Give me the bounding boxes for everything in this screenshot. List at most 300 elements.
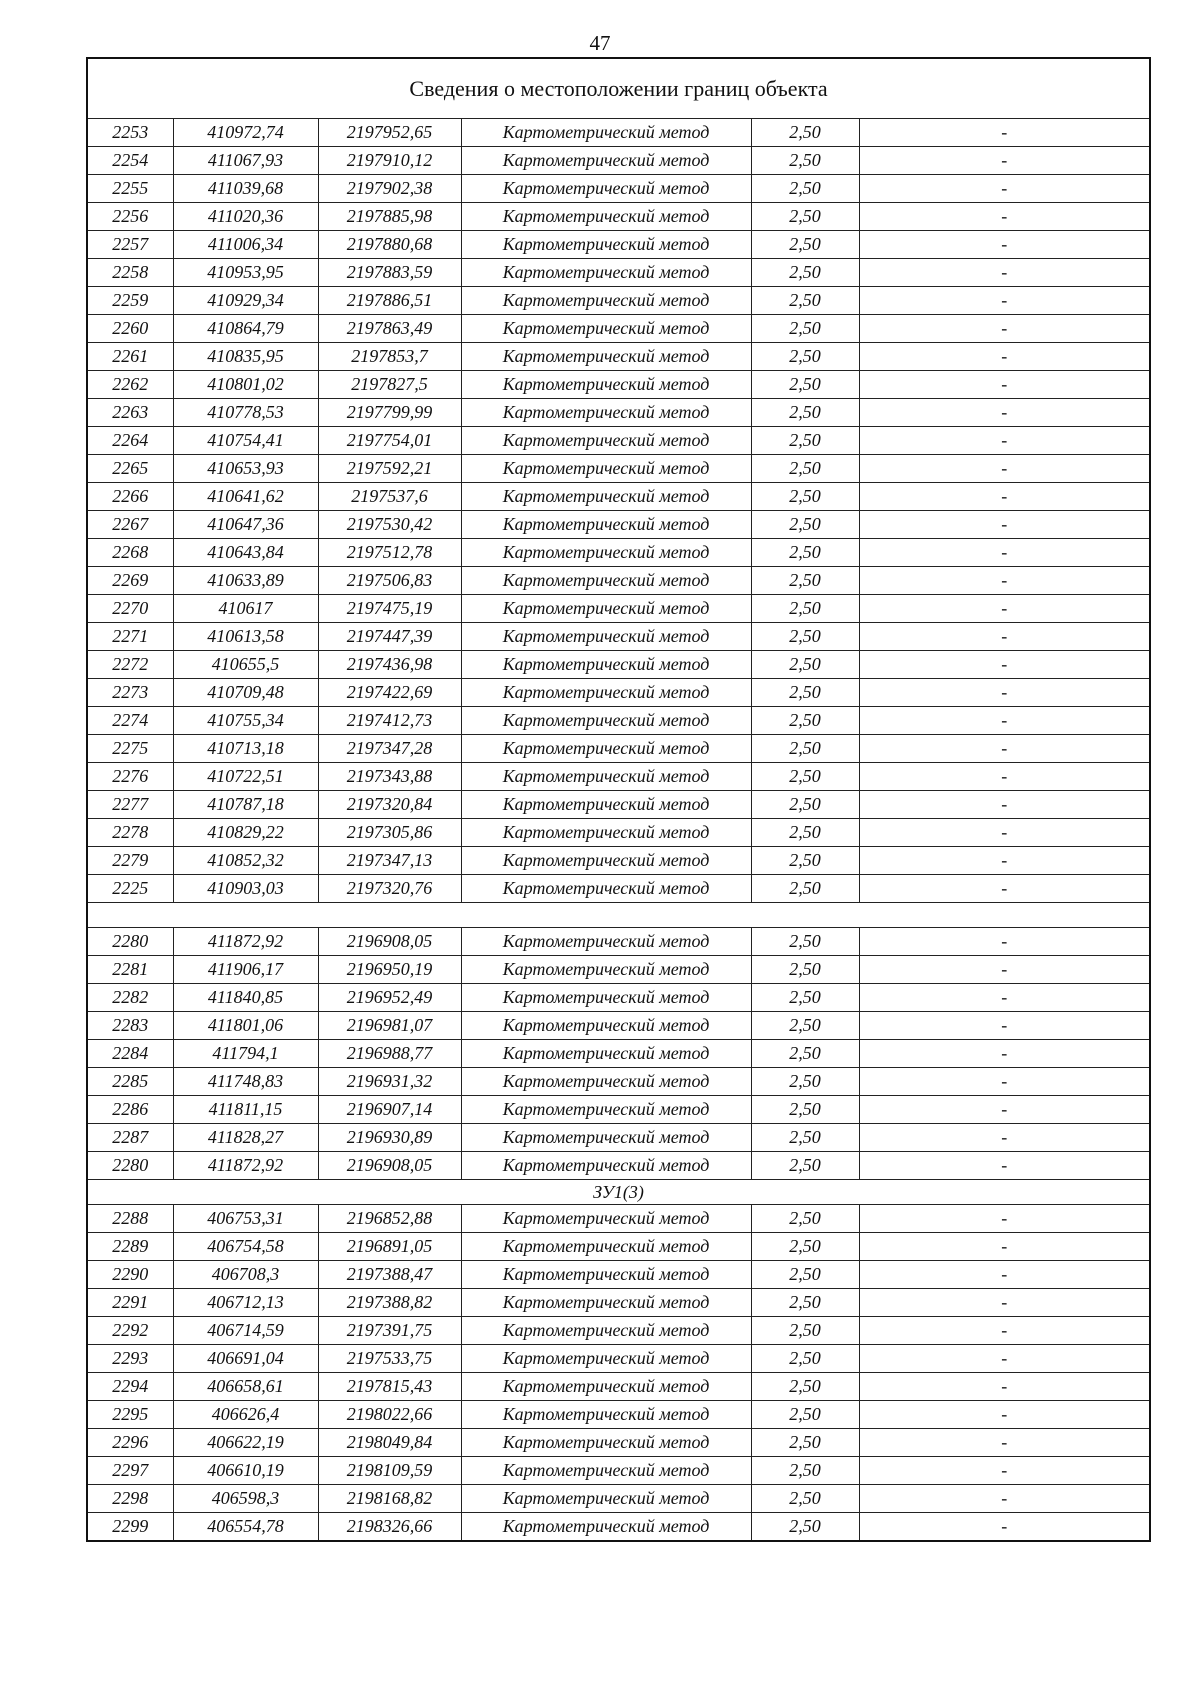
table-row [87,147,1150,175]
accuracy-cell: 2,50 [751,735,859,763]
point-number-cell: 2264 [87,427,173,455]
method-cell: Картометрический метод [461,1289,751,1317]
accuracy-cell: 2,50 [751,371,859,399]
description-cell: - [859,984,1150,1012]
method-cell: Картометрический метод [461,483,751,511]
table-row [87,1513,1150,1542]
accuracy-cell: 2,50 [751,956,859,984]
accuracy-cell: 2,50 [751,147,859,175]
y-coordinate-cell: 2197347,13 [318,847,461,875]
description-cell: - [859,1068,1150,1096]
table-row [87,1124,1150,1152]
description-cell: - [859,1513,1150,1542]
description-cell: - [859,119,1150,147]
x-coordinate-cell: 411020,36 [173,203,318,231]
accuracy-cell: 2,50 [751,819,859,847]
method-cell: Картометрический метод [461,567,751,595]
method-cell: Картометрический метод [461,343,751,371]
accuracy-cell: 2,50 [751,679,859,707]
y-coordinate-cell: 2198109,59 [318,1457,461,1485]
table-row [87,203,1150,231]
table-row [87,1096,1150,1124]
point-number-cell: 2266 [87,483,173,511]
table-row [87,1485,1150,1513]
point-number-cell: 2298 [87,1485,173,1513]
description-cell: - [859,595,1150,623]
description-cell: - [859,1124,1150,1152]
accuracy-cell: 2,50 [751,707,859,735]
accuracy-cell: 2,50 [751,1096,859,1124]
table-row [87,1317,1150,1345]
x-coordinate-cell: 410801,02 [173,371,318,399]
method-cell: Картометрический метод [461,259,751,287]
y-coordinate-cell: 2198168,82 [318,1485,461,1513]
accuracy-cell: 2,50 [751,567,859,595]
table-row [87,763,1150,791]
table-row [87,651,1150,679]
accuracy-cell: 2,50 [751,651,859,679]
point-number-cell: 2271 [87,623,173,651]
y-coordinate-cell: 2197388,47 [318,1261,461,1289]
description-cell: - [859,175,1150,203]
table-row [87,819,1150,847]
description-cell: - [859,371,1150,399]
method-cell: Картометрический метод [461,371,751,399]
y-coordinate-cell: 2197885,98 [318,203,461,231]
table-row [87,231,1150,259]
table-body [87,58,1150,1541]
description-cell: - [859,928,1150,956]
x-coordinate-cell: 410787,18 [173,791,318,819]
x-coordinate-cell: 411811,15 [173,1096,318,1124]
table-row [87,735,1150,763]
table-row [87,1345,1150,1373]
x-coordinate-cell: 411794,1 [173,1040,318,1068]
x-coordinate-cell: 406610,19 [173,1457,318,1485]
method-cell: Картометрический метод [461,539,751,567]
description-cell: - [859,315,1150,343]
table-row [87,707,1150,735]
method-cell: Картометрический метод [461,399,751,427]
method-cell: Картометрический метод [461,984,751,1012]
accuracy-cell: 2,50 [751,1401,859,1429]
method-cell: Картометрический метод [461,595,751,623]
point-number-cell: 2255 [87,175,173,203]
description-cell: - [859,539,1150,567]
method-cell: Картометрический метод [461,203,751,231]
x-coordinate-cell: 410633,89 [173,567,318,595]
accuracy-cell: 2,50 [751,875,859,903]
x-coordinate-cell: 410722,51 [173,763,318,791]
table-row [87,455,1150,483]
point-number-cell: 2295 [87,1401,173,1429]
accuracy-cell: 2,50 [751,1289,859,1317]
method-cell: Картометрический метод [461,455,751,483]
section-label-row [87,1180,1150,1205]
method-cell: Картометрический метод [461,1513,751,1542]
point-number-cell: 2268 [87,539,173,567]
y-coordinate-cell: 2197320,84 [318,791,461,819]
table-row [87,175,1150,203]
x-coordinate-cell: 410643,84 [173,539,318,567]
point-number-cell: 2281 [87,956,173,984]
method-cell: Картометрический метод [461,1205,751,1233]
description-cell: - [859,1485,1150,1513]
description-cell: - [859,427,1150,455]
y-coordinate-cell: 2197506,83 [318,567,461,595]
table-row [87,483,1150,511]
accuracy-cell: 2,50 [751,1205,859,1233]
table-row [87,1457,1150,1485]
description-cell: - [859,623,1150,651]
y-coordinate-cell: 2196981,07 [318,1012,461,1040]
section-separator [87,903,1150,928]
y-coordinate-cell: 2197537,6 [318,483,461,511]
point-number-cell: 2288 [87,1205,173,1233]
table-row [87,343,1150,371]
x-coordinate-cell: 410829,22 [173,819,318,847]
x-coordinate-cell: 406554,78 [173,1513,318,1542]
y-coordinate-cell: 2197412,73 [318,707,461,735]
description-cell: - [859,1289,1150,1317]
y-coordinate-cell: 2197475,19 [318,595,461,623]
table-row [87,315,1150,343]
method-cell: Картометрический метод [461,875,751,903]
table-row [87,427,1150,455]
description-cell: - [859,511,1150,539]
x-coordinate-cell: 411872,92 [173,1152,318,1180]
table-row [87,1429,1150,1457]
point-number-cell: 2291 [87,1289,173,1317]
table-row [87,847,1150,875]
point-number-cell: 2285 [87,1068,173,1096]
method-cell: Картометрический метод [461,1261,751,1289]
description-cell: - [859,1457,1150,1485]
y-coordinate-cell: 2197422,69 [318,679,461,707]
section-separator-row [87,903,1150,928]
x-coordinate-cell: 410835,95 [173,343,318,371]
point-number-cell: 2289 [87,1233,173,1261]
y-coordinate-cell: 2197436,98 [318,651,461,679]
x-coordinate-cell: 406598,3 [173,1485,318,1513]
x-coordinate-cell: 411801,06 [173,1012,318,1040]
accuracy-cell: 2,50 [751,984,859,1012]
description-cell: - [859,1012,1150,1040]
table-row [87,928,1150,956]
method-cell: Картометрический метод [461,819,751,847]
point-number-cell: 2270 [87,595,173,623]
point-number-cell: 2279 [87,847,173,875]
method-cell: Картометрический метод [461,119,751,147]
y-coordinate-cell: 2197799,99 [318,399,461,427]
accuracy-cell: 2,50 [751,399,859,427]
method-cell: Картометрический метод [461,1373,751,1401]
method-cell: Картометрический метод [461,1152,751,1180]
accuracy-cell: 2,50 [751,595,859,623]
accuracy-cell: 2,50 [751,1429,859,1457]
x-coordinate-cell: 410778,53 [173,399,318,427]
description-cell: - [859,1096,1150,1124]
method-cell: Картометрический метод [461,1068,751,1096]
y-coordinate-cell: 2197902,38 [318,175,461,203]
table-title-row [87,58,1150,119]
point-number-cell: 2294 [87,1373,173,1401]
accuracy-cell: 2,50 [751,1485,859,1513]
method-cell: Картометрический метод [461,1233,751,1261]
description-cell: - [859,1373,1150,1401]
description-cell: - [859,231,1150,259]
method-cell: Картометрический метод [461,511,751,539]
point-number-cell: 2293 [87,1345,173,1373]
y-coordinate-cell: 2197391,75 [318,1317,461,1345]
accuracy-cell: 2,50 [751,1124,859,1152]
x-coordinate-cell: 410617 [173,595,318,623]
table-row [87,791,1150,819]
point-number-cell: 2275 [87,735,173,763]
method-cell: Картометрический метод [461,735,751,763]
method-cell: Картометрический метод [461,651,751,679]
x-coordinate-cell: 410864,79 [173,315,318,343]
description-cell: - [859,1205,1150,1233]
point-number-cell: 2260 [87,315,173,343]
description-cell: - [859,1233,1150,1261]
y-coordinate-cell: 2196891,05 [318,1233,461,1261]
x-coordinate-cell: 406708,3 [173,1261,318,1289]
accuracy-cell: 2,50 [751,791,859,819]
point-number-cell: 2277 [87,791,173,819]
table-row [87,539,1150,567]
table-row [87,567,1150,595]
accuracy-cell: 2,50 [751,231,859,259]
table-row [87,1012,1150,1040]
y-coordinate-cell: 2198326,66 [318,1513,461,1542]
method-cell: Картометрический метод [461,1401,751,1429]
point-number-cell: 2276 [87,763,173,791]
accuracy-cell: 2,50 [751,119,859,147]
method-cell: Картометрический метод [461,1429,751,1457]
point-number-cell: 2287 [87,1124,173,1152]
accuracy-cell: 2,50 [751,259,859,287]
accuracy-cell: 2,50 [751,455,859,483]
point-number-cell: 2259 [87,287,173,315]
accuracy-cell: 2,50 [751,175,859,203]
x-coordinate-cell: 410953,95 [173,259,318,287]
method-cell: Картометрический метод [461,427,751,455]
point-number-cell: 2297 [87,1457,173,1485]
table-row [87,1373,1150,1401]
table-row [87,511,1150,539]
y-coordinate-cell: 2197952,65 [318,119,461,147]
x-coordinate-cell: 411872,92 [173,928,318,956]
method-cell: Картометрический метод [461,175,751,203]
accuracy-cell: 2,50 [751,1261,859,1289]
method-cell: Картометрический метод [461,847,751,875]
point-number-cell: 2257 [87,231,173,259]
accuracy-cell: 2,50 [751,287,859,315]
x-coordinate-cell: 410709,48 [173,679,318,707]
y-coordinate-cell: 2197533,75 [318,1345,461,1373]
y-coordinate-cell: 2197347,28 [318,735,461,763]
method-cell: Картометрический метод [461,1124,751,1152]
y-coordinate-cell: 2196950,19 [318,956,461,984]
point-number-cell: 2256 [87,203,173,231]
x-coordinate-cell: 411906,17 [173,956,318,984]
y-coordinate-cell: 2197815,43 [318,1373,461,1401]
point-number-cell: 2225 [87,875,173,903]
x-coordinate-cell: 406712,13 [173,1289,318,1317]
x-coordinate-cell: 406753,31 [173,1205,318,1233]
x-coordinate-cell: 406622,19 [173,1429,318,1457]
table-title: Сведения о местоположении границ объекта [87,58,1150,119]
point-number-cell: 2273 [87,679,173,707]
accuracy-cell: 2,50 [751,427,859,455]
accuracy-cell: 2,50 [751,1373,859,1401]
x-coordinate-cell: 410754,41 [173,427,318,455]
accuracy-cell: 2,50 [751,1068,859,1096]
method-cell: Картометрический метод [461,231,751,259]
table-row [87,119,1150,147]
y-coordinate-cell: 2197343,88 [318,763,461,791]
x-coordinate-cell: 411067,93 [173,147,318,175]
y-coordinate-cell: 2197320,76 [318,875,461,903]
accuracy-cell: 2,50 [751,343,859,371]
description-cell: - [859,1040,1150,1068]
method-cell: Картометрический метод [461,147,751,175]
description-cell: - [859,203,1150,231]
table-row [87,1152,1150,1180]
x-coordinate-cell: 410903,03 [173,875,318,903]
description-cell: - [859,455,1150,483]
accuracy-cell: 2,50 [751,1040,859,1068]
point-number-cell: 2261 [87,343,173,371]
description-cell: - [859,847,1150,875]
x-coordinate-cell: 411039,68 [173,175,318,203]
point-number-cell: 2299 [87,1513,173,1542]
page-number: 47 [589,31,611,55]
table-row [87,956,1150,984]
x-coordinate-cell: 406754,58 [173,1233,318,1261]
y-coordinate-cell: 2198022,66 [318,1401,461,1429]
accuracy-cell: 2,50 [751,763,859,791]
description-cell: - [859,259,1150,287]
table-row [87,287,1150,315]
x-coordinate-cell: 411828,27 [173,1124,318,1152]
description-cell: - [859,567,1150,595]
y-coordinate-cell: 2196908,05 [318,1152,461,1180]
table-row [87,1233,1150,1261]
description-cell: - [859,483,1150,511]
y-coordinate-cell: 2197827,5 [318,371,461,399]
y-coordinate-cell: 2196930,89 [318,1124,461,1152]
point-number-cell: 2262 [87,371,173,399]
description-cell: - [859,1317,1150,1345]
table-row [87,399,1150,427]
y-coordinate-cell: 2196952,49 [318,984,461,1012]
accuracy-cell: 2,50 [751,1457,859,1485]
description-cell: - [859,1152,1150,1180]
point-number-cell: 2284 [87,1040,173,1068]
table-row [87,1205,1150,1233]
y-coordinate-cell: 2197754,01 [318,427,461,455]
method-cell: Картометрический метод [461,763,751,791]
table-row [87,984,1150,1012]
y-coordinate-cell: 2197592,21 [318,455,461,483]
description-cell: - [859,735,1150,763]
y-coordinate-cell: 2197530,42 [318,511,461,539]
method-cell: Картометрический метод [461,315,751,343]
accuracy-cell: 2,50 [751,203,859,231]
accuracy-cell: 2,50 [751,847,859,875]
method-cell: Картометрический метод [461,956,751,984]
x-coordinate-cell: 406658,61 [173,1373,318,1401]
x-coordinate-cell: 410641,62 [173,483,318,511]
point-number-cell: 2269 [87,567,173,595]
x-coordinate-cell: 410852,32 [173,847,318,875]
description-cell: - [859,791,1150,819]
description-cell: - [859,1429,1150,1457]
accuracy-cell: 2,50 [751,1012,859,1040]
y-coordinate-cell: 2197853,7 [318,343,461,371]
section-label: ЗУ1(3) [87,1180,1150,1205]
method-cell: Картометрический метод [461,623,751,651]
x-coordinate-cell: 406691,04 [173,1345,318,1373]
y-coordinate-cell: 2197447,39 [318,623,461,651]
point-number-cell: 2263 [87,399,173,427]
method-cell: Картометрический метод [461,928,751,956]
description-cell: - [859,1401,1150,1429]
point-number-cell: 2253 [87,119,173,147]
method-cell: Картометрический метод [461,1457,751,1485]
y-coordinate-cell: 2197388,82 [318,1289,461,1317]
table-row [87,259,1150,287]
accuracy-cell: 2,50 [751,1345,859,1373]
x-coordinate-cell: 411840,85 [173,984,318,1012]
point-number-cell: 2258 [87,259,173,287]
x-coordinate-cell: 410653,93 [173,455,318,483]
table-row [87,1401,1150,1429]
y-coordinate-cell: 2196908,05 [318,928,461,956]
accuracy-cell: 2,50 [751,1152,859,1180]
point-number-cell: 2278 [87,819,173,847]
point-number-cell: 2283 [87,1012,173,1040]
x-coordinate-cell: 410755,34 [173,707,318,735]
accuracy-cell: 2,50 [751,1233,859,1261]
y-coordinate-cell: 2197886,51 [318,287,461,315]
x-coordinate-cell: 411748,83 [173,1068,318,1096]
point-number-cell: 2272 [87,651,173,679]
table-row [87,1289,1150,1317]
point-number-cell: 2267 [87,511,173,539]
x-coordinate-cell: 406626,4 [173,1401,318,1429]
description-cell: - [859,875,1150,903]
y-coordinate-cell: 2196988,77 [318,1040,461,1068]
table-row [87,623,1150,651]
y-coordinate-cell: 2197883,59 [318,259,461,287]
accuracy-cell: 2,50 [751,539,859,567]
description-cell: - [859,343,1150,371]
description-cell: - [859,1345,1150,1373]
table-row [87,1040,1150,1068]
x-coordinate-cell: 410713,18 [173,735,318,763]
method-cell: Картометрический метод [461,679,751,707]
point-number-cell: 2280 [87,928,173,956]
description-cell: - [859,956,1150,984]
y-coordinate-cell: 2197512,78 [318,539,461,567]
accuracy-cell: 2,50 [751,483,859,511]
x-coordinate-cell: 410972,74 [173,119,318,147]
point-number-cell: 2254 [87,147,173,175]
table-row [87,1068,1150,1096]
